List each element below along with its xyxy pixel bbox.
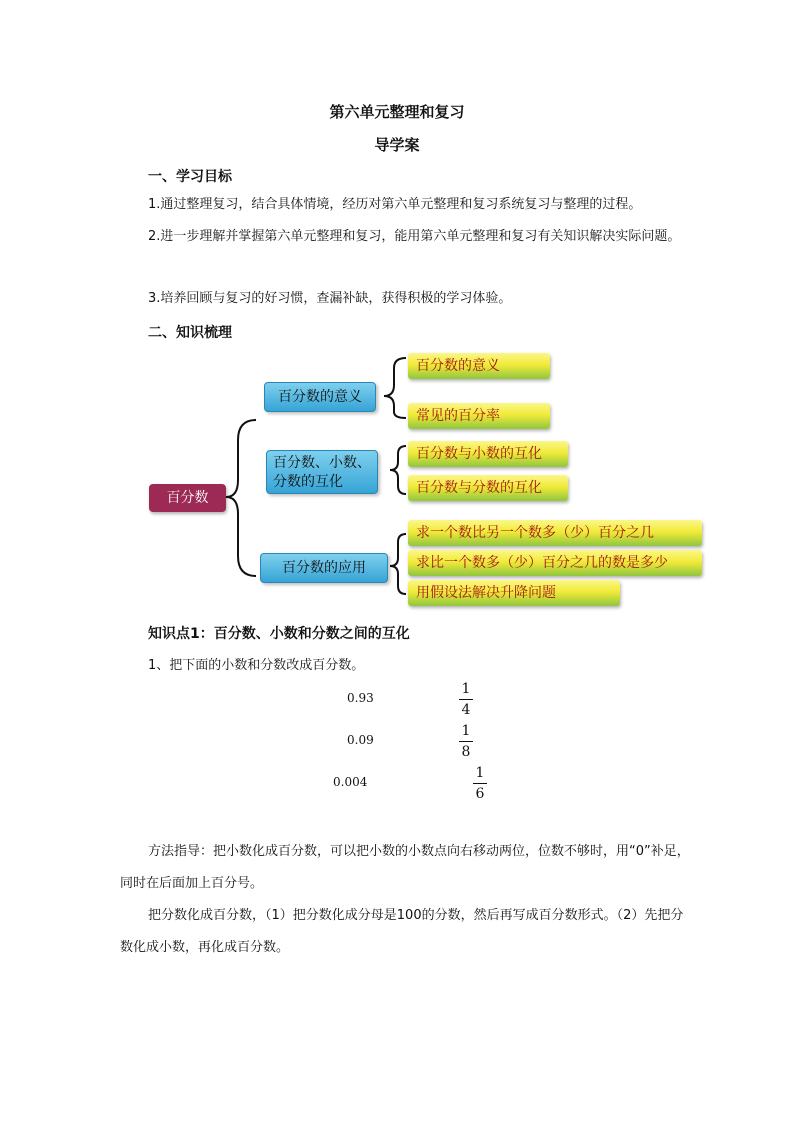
leaf-meaning: 百分数的意义 [408, 353, 550, 379]
method-paragraph-2: 把分数化成百分数，（1）把分数化成分母是100的分数，然后再写成百分数形式。（2）先把分数化成小数，再化成百分数。 [120, 908, 684, 955]
method-paragraph-1: 方法指导：把小数化成百分数，可以把小数的小数点向右移动两位，位数不够时，用“0”补足，同时在后面加上百分号。 [120, 844, 690, 891]
goal-item: 2.进一步理解并掌握第六单元整理和复习，能用第六单元整理和复习有关知识解决实际问题。 [148, 229, 681, 244]
fraction [473, 765, 487, 802]
goal-item: 1.通过整理复习，结合具体情境，经历对第六单元整理和复习系统复习与整理的过程。 [148, 197, 642, 212]
decimal-value: 0.93 [347, 691, 374, 705]
leaf-application-2: 求比一个数多（少）百分之几的数是多少 [408, 550, 702, 576]
fraction-numerator: 1 [461, 681, 471, 697]
leaf-application-1: 求一个数比另一个数多（少）百分之几 [408, 520, 702, 546]
fraction-denominator: 4 [461, 702, 471, 718]
branch-application: 百分数的应用 [260, 553, 388, 583]
fraction-numerator: 1 [475, 765, 485, 781]
branch-meaning: 百分数的意义 [264, 382, 376, 412]
mindmap-root: 百分数 [149, 484, 226, 512]
knowledge-heading: 知识点1：百分数、小数和分数之间的互化 [148, 626, 410, 642]
branch-conversion: 百分数、小数、分数的互化 [266, 450, 378, 494]
section-heading-goals: 一、学习目标 [148, 169, 232, 185]
fraction-denominator: 6 [475, 786, 485, 802]
fraction-denominator: 8 [461, 744, 471, 760]
leaf-common-rate: 常见的百分率 [408, 403, 550, 429]
page-title: 第六单元整理和复习 [329, 103, 465, 121]
fraction [459, 681, 473, 718]
section-heading-knowledge: 二、知识梳理 [148, 325, 232, 341]
leaf-application-3: 用假设法解决升降问题 [408, 580, 620, 606]
leaf-percent-fraction: 百分数与分数的互化 [408, 475, 568, 501]
question-text: 1、把下面的小数和分数改成百分数。 [148, 658, 365, 673]
page-subtitle: 导学案 [374, 136, 420, 154]
goal-item: 3.培养回顾与复习的好习惯，查漏补缺，获得积极的学习体验。 [148, 291, 512, 306]
decimal-value: 0.09 [347, 733, 374, 747]
fraction-numerator: 1 [461, 723, 471, 739]
fraction [459, 723, 473, 760]
leaf-percent-decimal: 百分数与小数的互化 [408, 441, 568, 467]
decimal-value: 0.004 [333, 775, 368, 789]
